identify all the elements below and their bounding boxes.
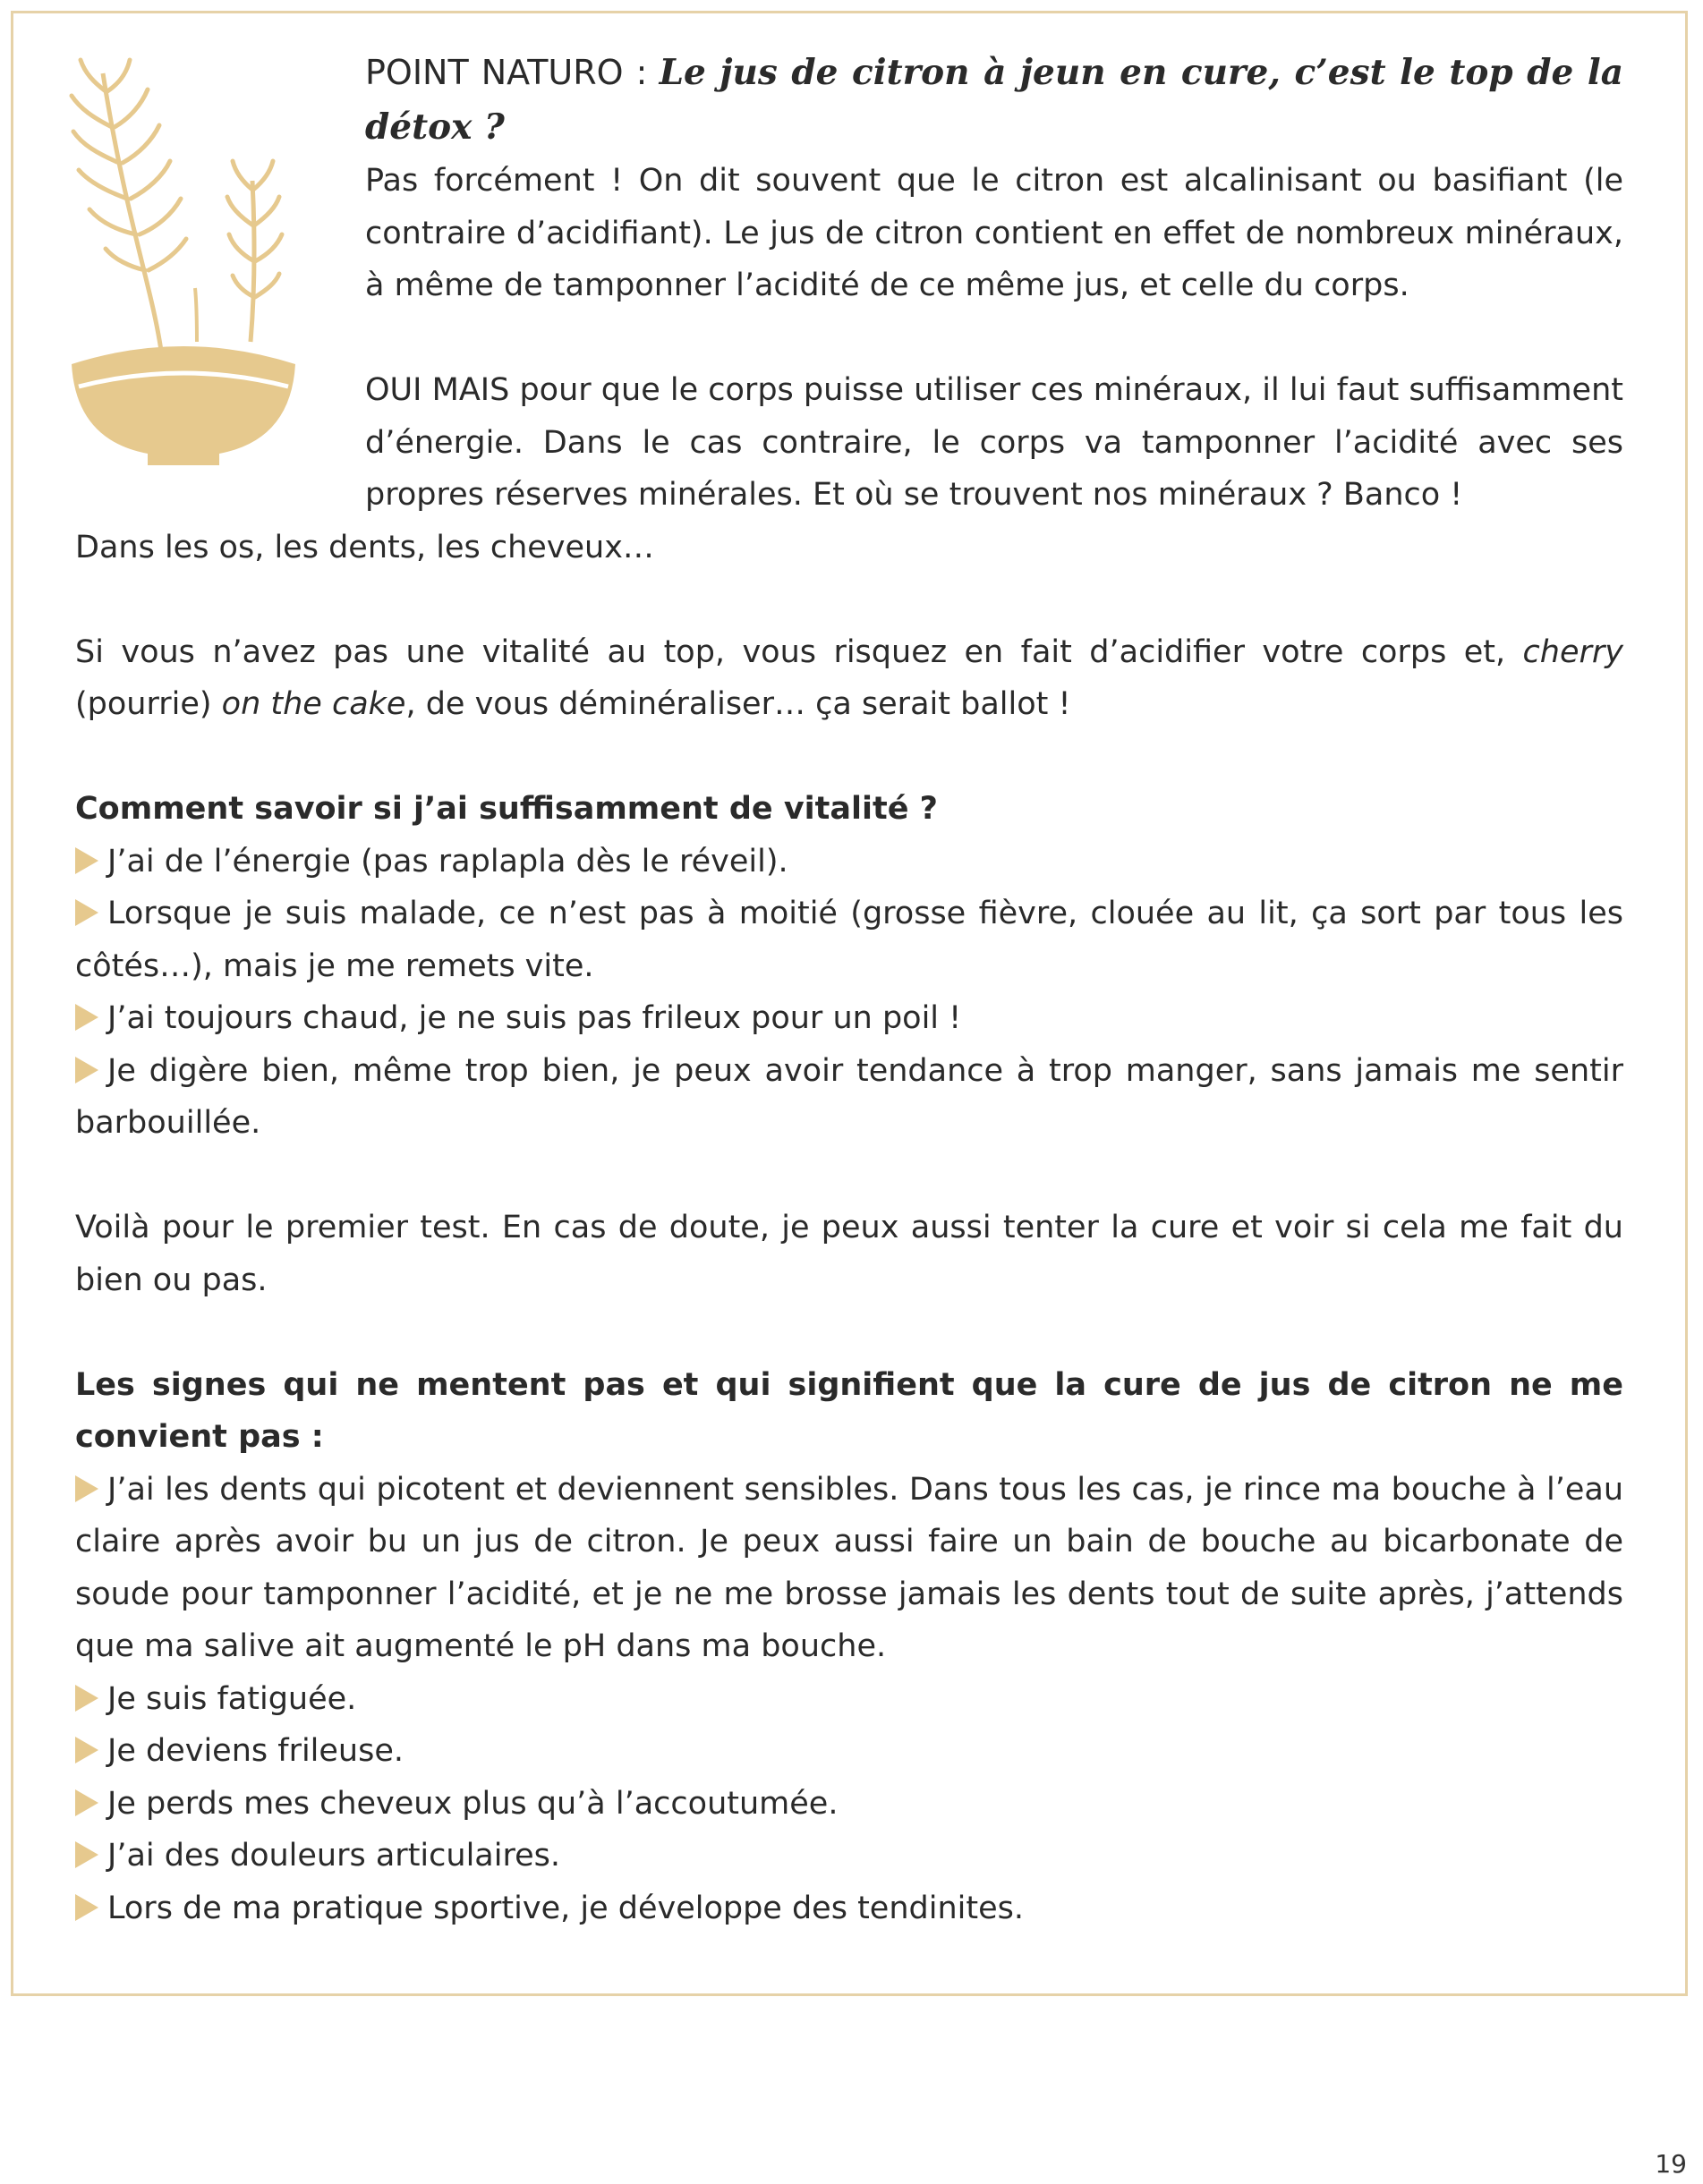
list-item: J’ai toujours chaud, je ne suis pas frileux pour un poil !	[75, 992, 1623, 1045]
vitality-warning: Si vous n’avez pas une vitalité au top, vous risquez en fait d’acidifier votre corps et, cherry (pourrie) on the cake, de vous déminéraliser… ça serait ballot !	[75, 633, 1623, 722]
list-item: J’ai des douleurs articulaires.	[75, 1830, 1623, 1882]
article-title: Le jus de citron à jeun en cure, c’est le top de la détox ?	[365, 52, 1623, 148]
list-item: J’ai de l’énergie (pas raplapla dès le réveil).	[75, 836, 1623, 888]
intro-paragraph-2-tail: Dans les os, les dents, les cheveux…	[75, 529, 654, 565]
list-item: Je deviens frileuse.	[75, 1725, 1623, 1778]
intro-block	[75, 47, 1623, 1934]
intro-paragraph-1: Pas forcément ! On dit souvent que le citron est alcalinisant ou basifiant (le contraire d’acidifiant). Le jus de citron contient en effet de nombreux minéraux, à même de tamponner l’acidité de ce même jus, et celle du corps.	[365, 163, 1623, 303]
triangle-bullet-icon	[75, 1841, 98, 1868]
triangle-bullet-icon	[75, 899, 98, 926]
list-item: Je perds mes cheveux plus qu’à l’accoutumée.	[75, 1778, 1623, 1831]
triangle-bullet-icon	[75, 847, 98, 874]
list-item: Je digère bien, même trop bien, je peux avoir tendance à trop manger, sans jamais me sentir barbouillée.	[75, 1052, 1623, 1141]
triangle-bullet-icon	[75, 1789, 98, 1816]
triangle-bullet-icon	[75, 1475, 98, 1502]
list-item: Lorsque je suis malade, ce n’est pas à moitié (grosse fièvre, clouée au lit, ça sort par tous les côtés…), mais je me remets vite.	[75, 896, 1623, 984]
triangle-bullet-icon	[75, 1685, 98, 1712]
signs-heading: Les signes qui ne mentent pas et qui signifient que la cure de jus de citron ne me convient pas :	[75, 1366, 1623, 1455]
section-title	[75, 47, 1623, 155]
list-item: Je suis fatiguée.	[75, 1673, 1623, 1726]
triangle-bullet-icon	[75, 1004, 98, 1031]
triangle-bullet-icon	[75, 1737, 98, 1763]
page-number: 19	[1655, 2149, 1687, 2179]
intro-paragraph-2: OUI MAIS pour que le corps puisse utiliser ces minéraux, il lui faut suffisamment d’énergie. Dans le cas contraire, le corps va tamponner l’acidité avec ses propres réserves minérales. Et où se trouvent nos minéraux ? Banco !	[365, 372, 1623, 513]
triangle-bullet-icon	[75, 1894, 98, 1921]
conclusion-paragraph: Voilà pour le premier test. En cas de doute, je peux aussi tenter la cure et voir si cela me fait du bien ou pas.	[75, 1210, 1623, 1298]
vitality-heading: Comment savoir si j’ai suffisamment de vitalité ?	[75, 791, 938, 827]
list-item: Lors de ma pratique sportive, je développe des tendinites.	[75, 1882, 1623, 1935]
triangle-bullet-icon	[75, 1057, 98, 1084]
list-item: J’ai les dents qui picotent et deviennent sensibles. Dans tous les cas, je rince ma bouche à l’eau claire après avoir bu un jus de citron. Je peux aussi faire un bain de bouche au bicarbonate de soude pour tamponner l’acidité, et je ne me brosse jamais les dents tout de suite après, j’attends que ma salive ait augmenté le pH dans ma bouche.	[75, 1471, 1623, 1664]
point-naturo-label: POINT NATURO :	[365, 53, 648, 92]
